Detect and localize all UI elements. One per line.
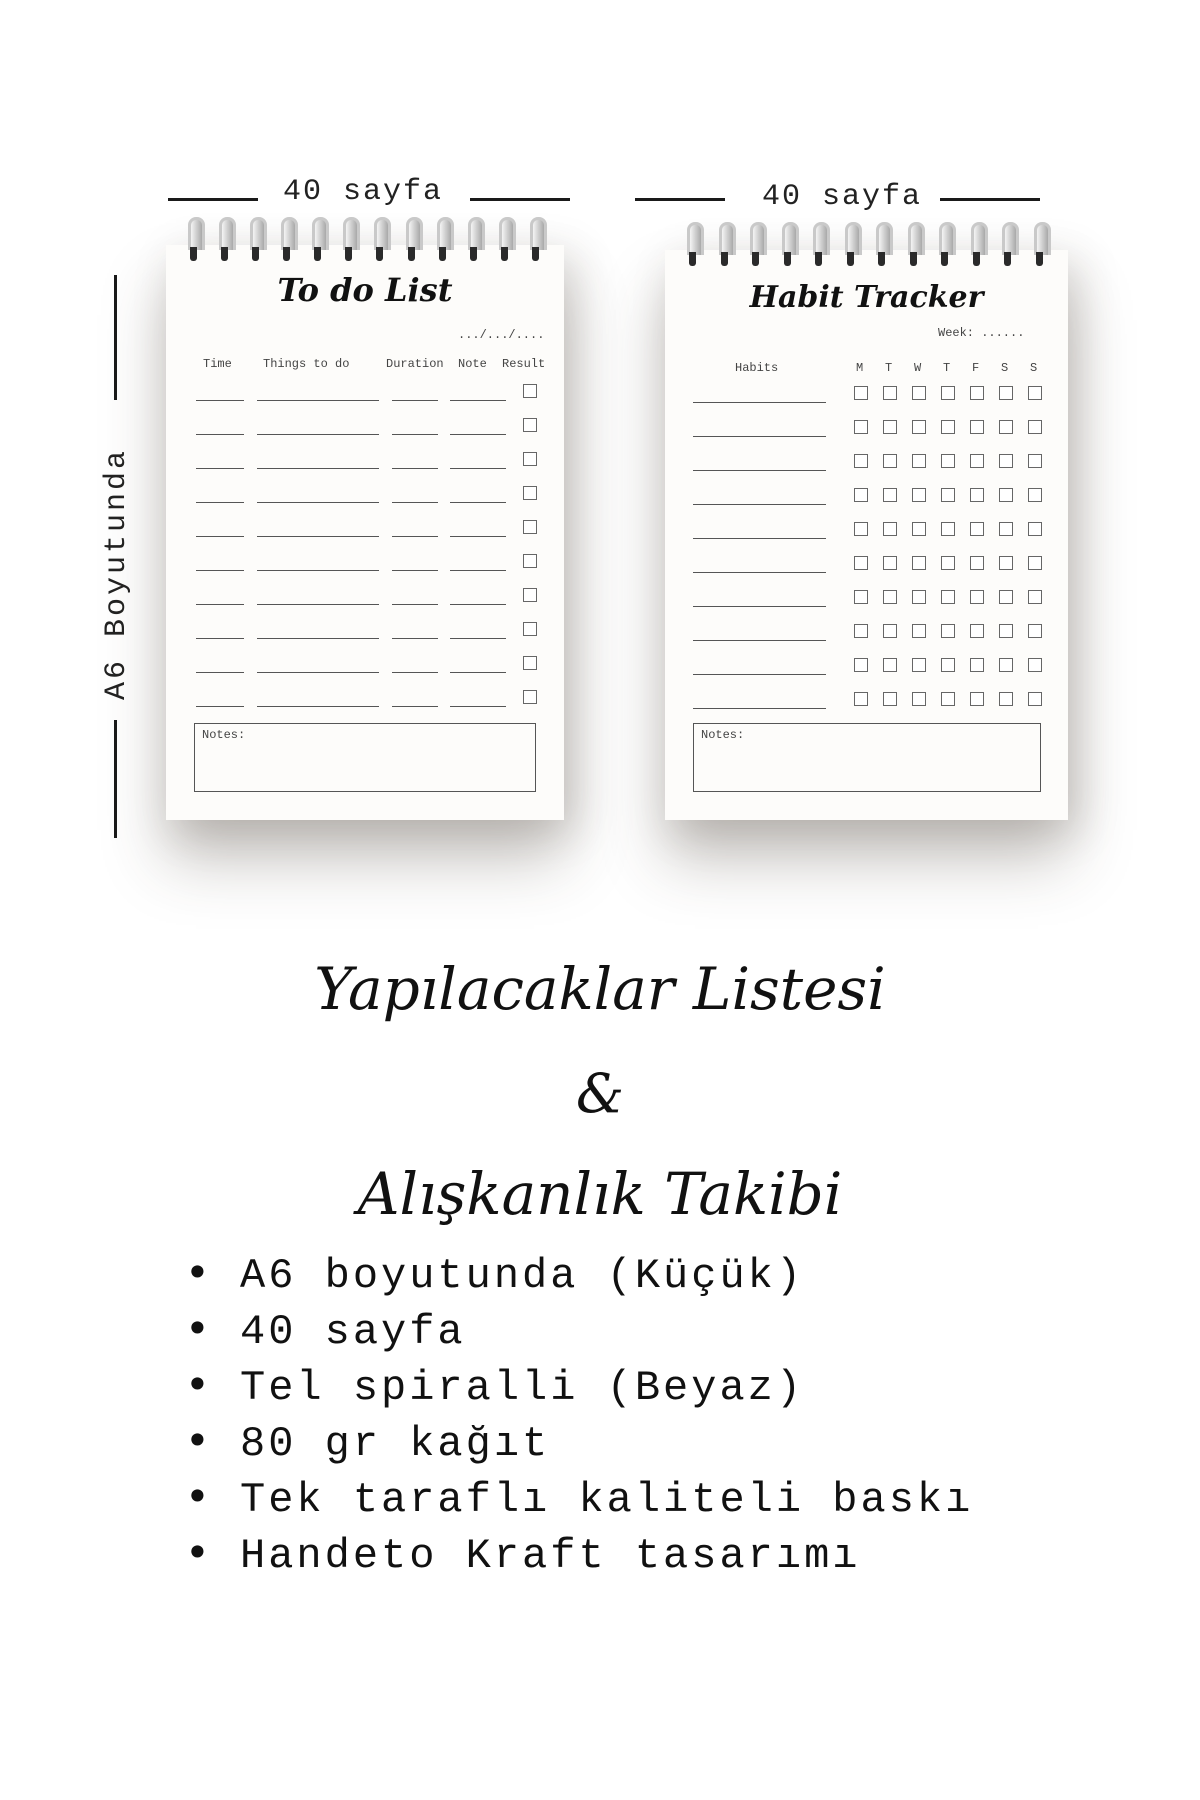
habit-day-checkbox[interactable] bbox=[854, 624, 868, 638]
spiral-ring bbox=[780, 222, 796, 268]
habit-day-checkbox[interactable] bbox=[1028, 488, 1042, 502]
todo-time-line[interactable] bbox=[196, 570, 244, 571]
todo-time-line[interactable] bbox=[196, 604, 244, 605]
habit-name-line[interactable] bbox=[693, 470, 826, 471]
habit-day-checkbox[interactable] bbox=[999, 692, 1013, 706]
habit-name-line[interactable] bbox=[693, 674, 826, 675]
spiral-ring bbox=[528, 217, 544, 263]
habit-day-label: S bbox=[1030, 361, 1038, 375]
todo-notebook bbox=[166, 245, 564, 820]
habit-day-checkbox[interactable] bbox=[970, 386, 984, 400]
habit-day-label: M bbox=[856, 361, 864, 375]
habit-name-line[interactable] bbox=[693, 640, 826, 641]
habit-notebook bbox=[665, 250, 1068, 820]
spiral-ring bbox=[248, 217, 264, 263]
feature-item bbox=[185, 1301, 973, 1357]
habit-day-checkbox[interactable] bbox=[854, 556, 868, 570]
habit-day-checkbox[interactable] bbox=[941, 420, 955, 434]
todo-task-line[interactable] bbox=[257, 468, 379, 469]
todo-col-duration: Duration bbox=[386, 357, 444, 371]
habit-day-checkbox[interactable] bbox=[941, 624, 955, 638]
right-pages-label: 40 sayfa bbox=[762, 180, 923, 214]
spiral-ring bbox=[717, 222, 733, 268]
todo-result-checkbox[interactable] bbox=[523, 588, 537, 602]
dimension-line-vertical-b bbox=[114, 720, 117, 838]
habit-title: Habit Tracker bbox=[749, 280, 984, 315]
habit-habits-label: Habits bbox=[735, 361, 779, 375]
spiral-ring bbox=[217, 217, 233, 263]
habit-day-checkbox[interactable] bbox=[912, 454, 926, 468]
habit-day-checkbox[interactable] bbox=[1028, 522, 1042, 536]
todo-duration-line[interactable] bbox=[392, 400, 438, 401]
todo-task-line[interactable] bbox=[257, 706, 379, 707]
habit-day-checkbox[interactable] bbox=[883, 522, 897, 536]
spiral-ring bbox=[1032, 222, 1048, 268]
habit-day-checkbox[interactable] bbox=[854, 522, 868, 536]
todo-task-line[interactable] bbox=[257, 604, 379, 605]
spiral-ring bbox=[969, 222, 985, 268]
todo-task-line[interactable] bbox=[257, 570, 379, 571]
bullet-icon: • bbox=[185, 1416, 213, 1465]
todo-col-result: Result bbox=[502, 357, 546, 371]
habit-day-checkbox[interactable] bbox=[970, 692, 984, 706]
feature-item bbox=[185, 1525, 973, 1581]
todo-time-line[interactable] bbox=[196, 638, 244, 639]
feature-text: Handeto Kraft tasarımı bbox=[240, 1532, 861, 1580]
heading-line1: Yapılacaklar Listesi bbox=[314, 955, 886, 1023]
spiral-ring bbox=[685, 222, 701, 268]
habit-day-checkbox[interactable] bbox=[883, 692, 897, 706]
todo-duration-line[interactable] bbox=[392, 672, 438, 673]
spiral-ring bbox=[341, 217, 357, 263]
todo-title: To do List bbox=[277, 271, 453, 309]
habit-day-checkbox[interactable] bbox=[970, 488, 984, 502]
feature-item bbox=[185, 1469, 973, 1525]
feature-text: A6 boyutunda (Küçük) bbox=[240, 1252, 805, 1300]
habit-day-label: S bbox=[1001, 361, 1009, 375]
todo-duration-line[interactable] bbox=[392, 638, 438, 639]
habit-day-checkbox[interactable] bbox=[912, 386, 926, 400]
bullet-icon: • bbox=[185, 1472, 213, 1521]
habit-day-checkbox[interactable] bbox=[883, 556, 897, 570]
spiral-ring bbox=[279, 217, 295, 263]
habit-day-checkbox[interactable] bbox=[999, 590, 1013, 604]
todo-note-line[interactable] bbox=[450, 536, 506, 537]
habit-day-checkbox[interactable] bbox=[854, 692, 868, 706]
habit-day-checkbox[interactable] bbox=[883, 658, 897, 672]
todo-note-line[interactable] bbox=[450, 502, 506, 503]
habit-name-line[interactable] bbox=[693, 606, 826, 607]
todo-note-line[interactable] bbox=[450, 434, 506, 435]
todo-result-checkbox[interactable] bbox=[523, 520, 537, 534]
habit-notes-label: Notes: bbox=[701, 728, 745, 742]
habit-name-line[interactable] bbox=[693, 504, 826, 505]
left-pages-label: 40 sayfa bbox=[283, 175, 444, 209]
spiral-ring bbox=[310, 217, 326, 263]
habit-day-checkbox[interactable] bbox=[970, 658, 984, 672]
habit-name-line[interactable] bbox=[693, 708, 826, 709]
spiral-ring bbox=[843, 222, 859, 268]
habit-day-checkbox[interactable] bbox=[941, 658, 955, 672]
todo-duration-line[interactable] bbox=[392, 502, 438, 503]
todo-duration-line[interactable] bbox=[392, 434, 438, 435]
habit-day-checkbox[interactable] bbox=[912, 658, 926, 672]
todo-task-line[interactable] bbox=[257, 434, 379, 435]
habit-day-checkbox[interactable] bbox=[883, 386, 897, 400]
habit-day-checkbox[interactable] bbox=[854, 454, 868, 468]
habit-day-checkbox[interactable] bbox=[1028, 556, 1042, 570]
habit-day-checkbox[interactable] bbox=[941, 692, 955, 706]
spiral-ring bbox=[372, 217, 388, 263]
todo-col-things: Things to do bbox=[263, 357, 350, 371]
habit-day-checkbox[interactable] bbox=[883, 590, 897, 604]
habit-day-checkbox[interactable] bbox=[854, 420, 868, 434]
habit-day-checkbox[interactable] bbox=[970, 420, 984, 434]
habit-day-label: F bbox=[972, 361, 980, 375]
habit-day-checkbox[interactable] bbox=[999, 522, 1013, 536]
habit-day-checkbox[interactable] bbox=[970, 624, 984, 638]
todo-notes-box[interactable] bbox=[194, 723, 536, 792]
habit-day-checkbox[interactable] bbox=[970, 454, 984, 468]
todo-notes-label: Notes: bbox=[202, 728, 246, 742]
bullet-icon: • bbox=[185, 1304, 213, 1353]
habit-day-checkbox[interactable] bbox=[941, 590, 955, 604]
todo-time-line[interactable] bbox=[196, 706, 244, 707]
todo-col-note: Note bbox=[458, 357, 487, 371]
habit-day-checkbox[interactable] bbox=[883, 624, 897, 638]
todo-result-checkbox[interactable] bbox=[523, 656, 537, 670]
size-label: A6 Boyutunda bbox=[100, 447, 134, 700]
todo-duration-line[interactable] bbox=[392, 468, 438, 469]
feature-list bbox=[185, 1245, 973, 1581]
todo-result-checkbox[interactable] bbox=[523, 554, 537, 568]
todo-note-line[interactable] bbox=[450, 400, 506, 401]
todo-time-line[interactable] bbox=[196, 400, 244, 401]
habit-day-checkbox[interactable] bbox=[999, 420, 1013, 434]
habit-day-checkbox[interactable] bbox=[1028, 658, 1042, 672]
habit-day-checkbox[interactable] bbox=[1028, 692, 1042, 706]
habit-name-line[interactable] bbox=[693, 402, 826, 403]
feature-text: 40 sayfa bbox=[240, 1308, 466, 1356]
habit-day-checkbox[interactable] bbox=[854, 488, 868, 502]
spiral-ring bbox=[497, 217, 513, 263]
habit-day-label: W bbox=[914, 361, 922, 375]
spiral-ring bbox=[906, 222, 922, 268]
habit-day-checkbox[interactable] bbox=[912, 556, 926, 570]
habit-day-checkbox[interactable] bbox=[912, 488, 926, 502]
habit-day-checkbox[interactable] bbox=[999, 658, 1013, 672]
habit-day-checkbox[interactable] bbox=[941, 454, 955, 468]
todo-note-line[interactable] bbox=[450, 638, 506, 639]
todo-time-line[interactable] bbox=[196, 468, 244, 469]
todo-col-time: Time bbox=[203, 357, 232, 371]
todo-spiral bbox=[186, 217, 544, 265]
habit-name-line[interactable] bbox=[693, 572, 826, 573]
habit-day-checkbox[interactable] bbox=[912, 624, 926, 638]
habit-day-label: T bbox=[943, 361, 951, 375]
feature-text: 80 gr kağıt bbox=[240, 1420, 551, 1468]
heading-ampersand: & bbox=[575, 1062, 625, 1125]
habit-day-checkbox[interactable] bbox=[912, 420, 926, 434]
habit-day-checkbox[interactable] bbox=[999, 556, 1013, 570]
habit-day-checkbox[interactable] bbox=[854, 590, 868, 604]
habit-day-checkbox[interactable] bbox=[912, 522, 926, 536]
habit-day-checkbox[interactable] bbox=[1028, 420, 1042, 434]
spiral-ring bbox=[1000, 222, 1016, 268]
habit-day-checkbox[interactable] bbox=[999, 624, 1013, 638]
habit-name-line[interactable] bbox=[693, 436, 826, 437]
habit-day-checkbox[interactable] bbox=[883, 420, 897, 434]
habit-day-checkbox[interactable] bbox=[970, 556, 984, 570]
dimension-line-right-b bbox=[940, 198, 1040, 201]
todo-duration-line[interactable] bbox=[392, 536, 438, 537]
bullet-icon: • bbox=[185, 1360, 213, 1409]
dimension-line-vertical-a bbox=[114, 275, 117, 400]
todo-note-line[interactable] bbox=[450, 604, 506, 605]
habit-day-checkbox[interactable] bbox=[999, 488, 1013, 502]
habit-day-checkbox[interactable] bbox=[1028, 386, 1042, 400]
todo-date: .../.../.... bbox=[458, 328, 545, 342]
habit-day-checkbox[interactable] bbox=[883, 454, 897, 468]
heading-line2: Alışkanlık Takibi bbox=[357, 1160, 843, 1228]
todo-note-line[interactable] bbox=[450, 706, 506, 707]
dimension-line-left-a bbox=[168, 198, 258, 201]
todo-note-line[interactable] bbox=[450, 672, 506, 673]
spiral-ring bbox=[811, 222, 827, 268]
todo-task-line[interactable] bbox=[257, 638, 379, 639]
habit-day-checkbox[interactable] bbox=[941, 386, 955, 400]
habit-day-checkbox[interactable] bbox=[1028, 454, 1042, 468]
todo-time-line[interactable] bbox=[196, 434, 244, 435]
bullet-icon: • bbox=[185, 1528, 213, 1577]
todo-task-line[interactable] bbox=[257, 502, 379, 503]
todo-result-checkbox[interactable] bbox=[523, 690, 537, 704]
spiral-ring bbox=[435, 217, 451, 263]
spiral-ring bbox=[404, 217, 420, 263]
todo-time-line[interactable] bbox=[196, 502, 244, 503]
habit-day-checkbox[interactable] bbox=[883, 488, 897, 502]
spiral-ring bbox=[186, 217, 202, 263]
spiral-ring bbox=[874, 222, 890, 268]
todo-task-line[interactable] bbox=[257, 536, 379, 537]
todo-duration-line[interactable] bbox=[392, 604, 438, 605]
spiral-ring bbox=[748, 222, 764, 268]
habit-notes-box[interactable] bbox=[693, 723, 1041, 792]
habit-day-checkbox[interactable] bbox=[941, 556, 955, 570]
todo-duration-line[interactable] bbox=[392, 570, 438, 571]
spiral-ring bbox=[937, 222, 953, 268]
todo-note-line[interactable] bbox=[450, 570, 506, 571]
habit-week: Week: ...... bbox=[938, 326, 1025, 340]
todo-task-line[interactable] bbox=[257, 400, 379, 401]
todo-result-checkbox[interactable] bbox=[523, 486, 537, 500]
feature-item bbox=[185, 1413, 973, 1469]
todo-result-checkbox[interactable] bbox=[523, 384, 537, 398]
todo-duration-line[interactable] bbox=[392, 706, 438, 707]
todo-task-line[interactable] bbox=[257, 672, 379, 673]
spiral-ring bbox=[466, 217, 482, 263]
habit-day-checkbox[interactable] bbox=[999, 386, 1013, 400]
feature-text: Tek taraflı kaliteli baskı bbox=[240, 1476, 974, 1524]
habit-day-checkbox[interactable] bbox=[999, 454, 1013, 468]
habit-name-line[interactable] bbox=[693, 538, 826, 539]
habit-day-checkbox[interactable] bbox=[941, 488, 955, 502]
feature-text: Tel spiralli (Beyaz) bbox=[240, 1364, 805, 1412]
habit-day-checkbox[interactable] bbox=[970, 522, 984, 536]
todo-result-checkbox[interactable] bbox=[523, 418, 537, 432]
habit-day-checkbox[interactable] bbox=[912, 590, 926, 604]
feature-item bbox=[185, 1245, 973, 1301]
bullet-icon: • bbox=[185, 1248, 213, 1297]
habit-spiral bbox=[685, 222, 1048, 270]
habit-day-checkbox[interactable] bbox=[941, 522, 955, 536]
habit-day-checkbox[interactable] bbox=[1028, 590, 1042, 604]
todo-result-checkbox[interactable] bbox=[523, 622, 537, 636]
feature-item bbox=[185, 1357, 973, 1413]
habit-day-checkbox[interactable] bbox=[912, 692, 926, 706]
habit-day-checkbox[interactable] bbox=[854, 386, 868, 400]
dimension-line-right-a bbox=[635, 198, 725, 201]
habit-day-label: T bbox=[885, 361, 893, 375]
todo-result-checkbox[interactable] bbox=[523, 452, 537, 466]
habit-day-checkbox[interactable] bbox=[970, 590, 984, 604]
todo-note-line[interactable] bbox=[450, 468, 506, 469]
todo-time-line[interactable] bbox=[196, 672, 244, 673]
todo-time-line[interactable] bbox=[196, 536, 244, 537]
dimension-line-left-b bbox=[470, 198, 570, 201]
habit-day-checkbox[interactable] bbox=[854, 658, 868, 672]
habit-day-checkbox[interactable] bbox=[1028, 624, 1042, 638]
